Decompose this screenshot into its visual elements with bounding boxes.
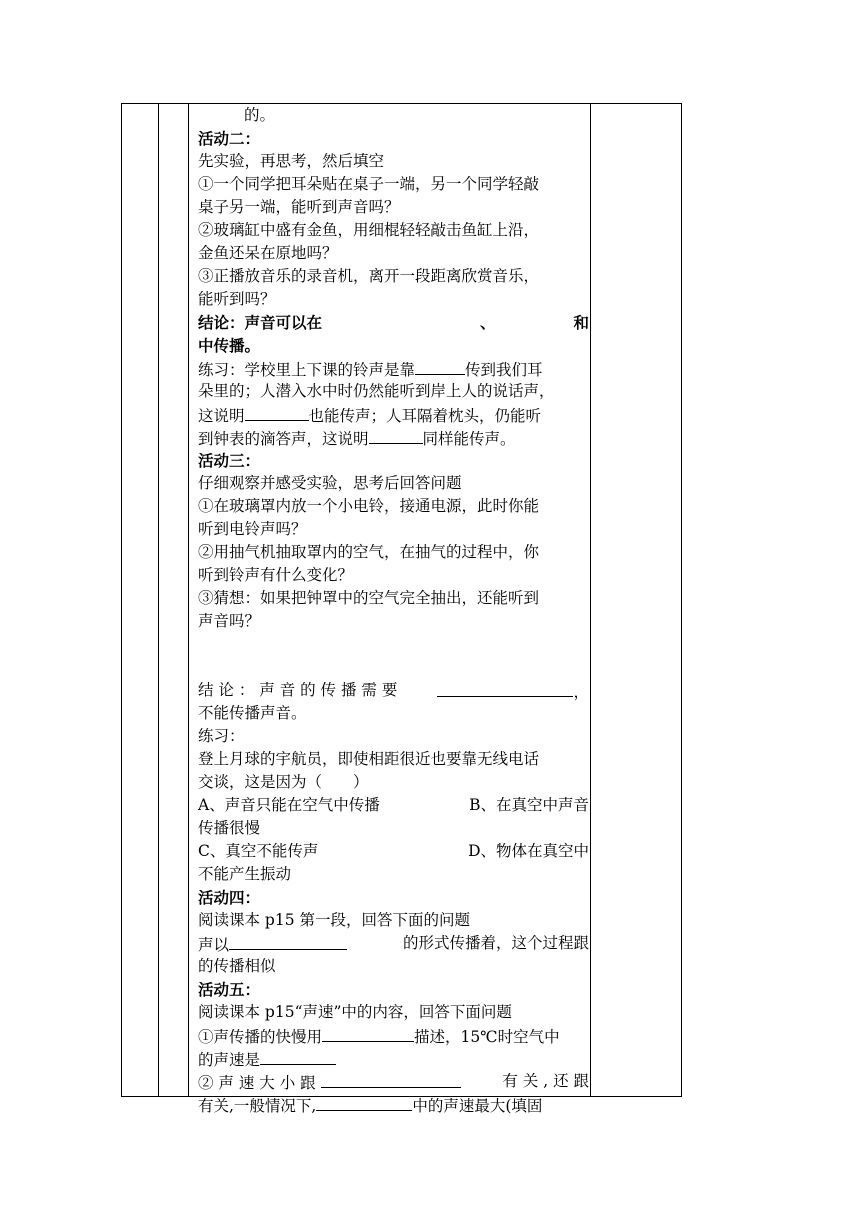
answer-blank[interactable] <box>316 1093 412 1111</box>
text-line <box>198 1070 589 1093</box>
text-line <box>198 150 589 173</box>
text: 不能传播声音。 <box>198 704 307 722</box>
text-line <box>198 1047 589 1070</box>
text: 金鱼还呆在原地吗？ <box>198 244 338 262</box>
text-line <box>198 219 589 242</box>
text: 声音吗？ <box>198 612 261 630</box>
lesson-table <box>121 103 682 1115</box>
answer-blank[interactable] <box>415 357 465 375</box>
text: 练习：学校里上下课的铃声是靠 <box>198 361 416 379</box>
text-line <box>198 472 589 495</box>
text: 仔细观察并感受实验，思考后回答问题 <box>198 474 462 492</box>
text: 、 <box>479 313 496 332</box>
conclusion-line <box>198 679 589 702</box>
text: 听到电铃声吗？ <box>198 520 307 538</box>
text-line <box>198 771 589 794</box>
text: 阅读课本 p15“声速”中的内容，回答下面问题 <box>198 1003 512 1021</box>
text-line <box>198 403 589 426</box>
text: 传播很慢 <box>198 819 261 837</box>
text-line <box>198 1093 589 1116</box>
text-line <box>198 242 589 265</box>
activity-4-title: 活动四： <box>198 888 261 907</box>
text: 中的声速最大(填固 <box>412 1097 543 1115</box>
text: 的。 <box>244 106 276 124</box>
text: 听到铃声有什么变化？ <box>198 566 354 584</box>
text: ①声传播的快慢用 <box>198 1028 323 1046</box>
text: 结 论 ： 声 音 的 传 播 需 要 <box>198 681 398 699</box>
text: 的传播相似 <box>198 957 276 975</box>
answer-blank[interactable] <box>322 1024 414 1042</box>
text: 有关,一般情况下, <box>198 1097 317 1115</box>
column-divider <box>590 104 591 1096</box>
text: 交谈，这是因为（ ） <box>198 773 369 791</box>
text-line <box>198 610 589 633</box>
text: 的声速是 <box>198 1051 261 1069</box>
text: 结论：声音可以在 <box>198 313 323 332</box>
text: ①在玻璃罩内放一个小电铃，接通电源，此时你能 <box>198 497 540 515</box>
section-title <box>198 886 589 909</box>
text: 同样能传声。 <box>422 430 516 448</box>
column-divider <box>158 104 159 1096</box>
text-line <box>198 426 589 449</box>
text-line <box>198 587 589 610</box>
text: 不能产生振动 <box>198 865 292 883</box>
text-line <box>198 265 589 288</box>
choice-line <box>198 794 589 817</box>
conclusion-line <box>198 311 589 334</box>
answer-blank[interactable] <box>369 426 423 444</box>
text: 能听到吗？ <box>198 290 276 308</box>
answer-blank[interactable] <box>260 1047 336 1065</box>
option-a[interactable]: A、声音只能在空气中传播 <box>198 796 380 814</box>
text-line <box>198 380 589 403</box>
text: ①一个同学把耳朵贴在桌子一端，另一个同学轻敲 <box>198 175 540 193</box>
answer-blank[interactable] <box>437 679 573 697</box>
option-b[interactable]: B、在真空中声音 <box>469 796 589 814</box>
option-d[interactable]: D、物体在真空中 <box>468 842 589 860</box>
text: 描述，15℃时空气中 <box>414 1028 560 1046</box>
text-line <box>198 495 589 518</box>
text: 也能传声；人耳隔着枕头，仍能听 <box>308 407 542 425</box>
text: 桌子另一端，能听到声音吗？ <box>198 198 400 216</box>
section-title <box>198 978 589 1001</box>
text: 这说明 <box>198 407 245 425</box>
option-c[interactable]: C、真空不能传声 <box>198 842 319 860</box>
activity-2-title: 活动二： <box>198 129 261 148</box>
text: 有 关 , 还 跟 <box>502 1072 589 1090</box>
text: ②用抽气机抽取罩内的空气，在抽气的过程中，你 <box>198 543 540 561</box>
text-line <box>198 932 589 955</box>
answer-blank[interactable] <box>321 1070 461 1088</box>
text: 练习： <box>198 727 245 745</box>
spacer <box>198 633 589 679</box>
text-line <box>198 1024 589 1047</box>
text: 的形式传播着，这个过程跟 <box>402 934 589 952</box>
text: ② 声 速 大 小 跟 <box>198 1074 316 1092</box>
text-line <box>198 518 589 541</box>
activity-3-title: 活动三： <box>198 451 261 470</box>
section-title <box>198 449 589 472</box>
text-line <box>198 564 589 587</box>
text: ②玻璃缸中盛有金鱼，用细棍轻轻敲击鱼缸上沿， <box>198 221 540 239</box>
text: ③正播放音乐的录音机，离开一段距离欣赏音乐， <box>198 267 540 285</box>
text-line <box>198 173 589 196</box>
text: 登上月球的宇航员，即使相距很近也要靠无线电话 <box>198 750 540 768</box>
text: 声以 <box>198 936 230 954</box>
column-divider <box>188 104 189 1096</box>
text: ， <box>573 683 589 701</box>
text-line <box>198 288 589 311</box>
text-line <box>198 541 589 564</box>
text-line <box>198 357 589 380</box>
text-line <box>198 817 589 840</box>
text: 先实验，再思考，然后填空 <box>198 152 385 170</box>
answer-blank[interactable] <box>245 403 309 421</box>
text-line <box>198 104 589 127</box>
text-line <box>198 748 589 771</box>
text-line <box>198 196 589 219</box>
text: 和 <box>573 313 589 332</box>
section-title <box>198 127 589 150</box>
text-line <box>198 863 589 886</box>
text-line <box>198 909 589 932</box>
lesson-content <box>198 104 589 1116</box>
text: 到钟表的滴答声，这说明 <box>198 430 369 448</box>
text-line <box>198 955 589 978</box>
text: ③猜想：如果把钟罩中的空气完全抽出，还能听到 <box>198 589 540 607</box>
text-line <box>198 1001 589 1024</box>
text-line <box>198 725 589 748</box>
text: 阅读课本 p15 第一段，回答下面的问题 <box>198 911 471 929</box>
choice-line <box>198 840 589 863</box>
text: 中传播。 <box>198 336 261 355</box>
activity-5-title: 活动五： <box>198 980 261 999</box>
answer-blank[interactable] <box>229 932 347 950</box>
text-line <box>198 334 589 357</box>
text: 朵里的；人潜入水中时仍然能听到岸上人的说话声， <box>198 382 555 400</box>
text: 传到我们耳 <box>465 361 543 379</box>
text-line <box>198 702 589 725</box>
